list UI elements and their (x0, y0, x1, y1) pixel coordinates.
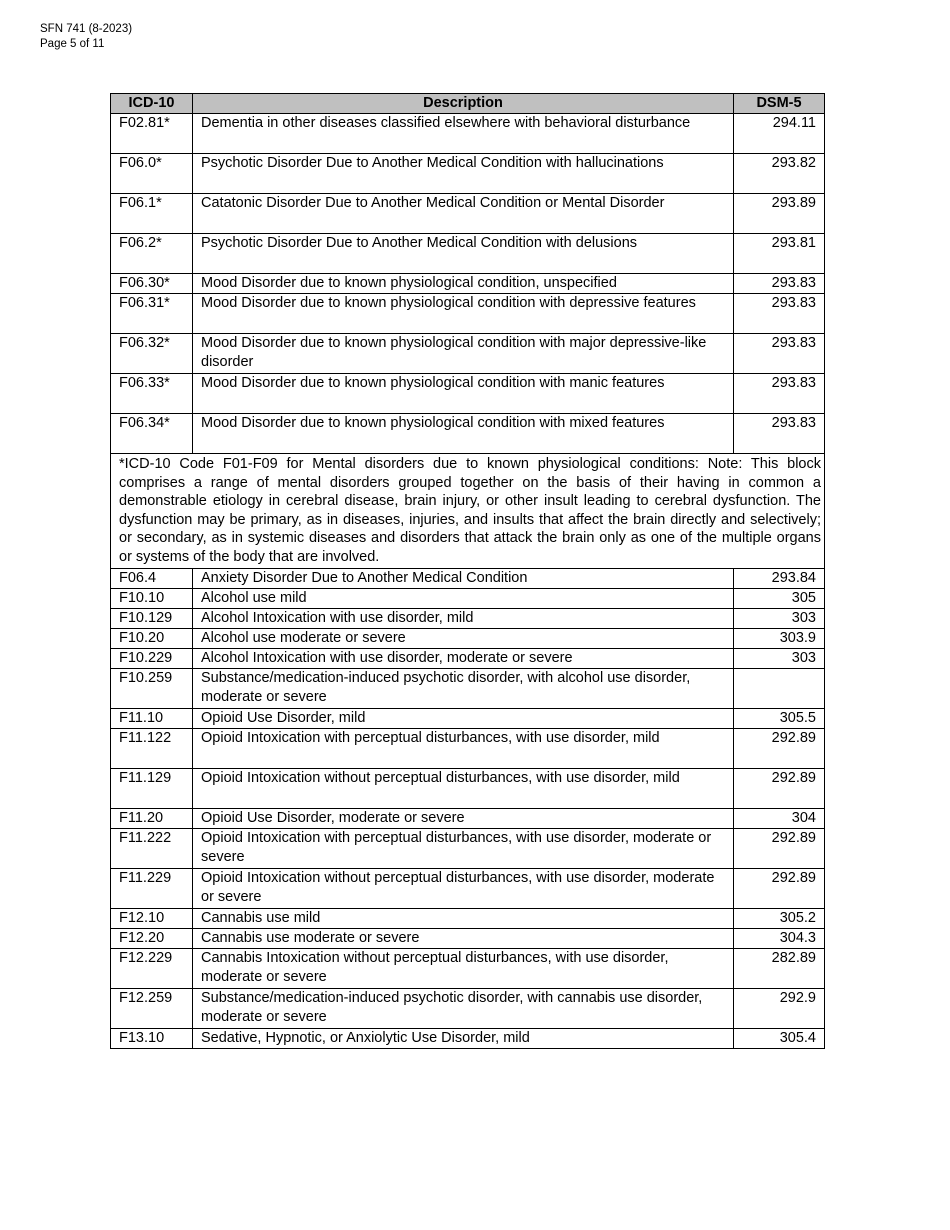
description: Substance/medication-induced psychotic disorder, with cannabis use disorder, moderate or severe (193, 989, 734, 1029)
table-row (111, 154, 825, 194)
table-row (111, 374, 825, 414)
icd-code: F12.259 (111, 989, 193, 1029)
table-row (111, 729, 825, 769)
dsm-code: 293.81 (734, 234, 825, 274)
icd-code: F12.229 (111, 949, 193, 989)
footnote-row (111, 454, 825, 569)
table-row (111, 294, 825, 334)
description: Psychotic Disorder Due to Another Medical Condition with delusions (193, 234, 734, 274)
table-row (111, 709, 825, 729)
table-row (111, 929, 825, 949)
dsm-column-header: DSM-5 (734, 94, 825, 114)
table-row (111, 569, 825, 589)
icd-code: F10.129 (111, 609, 193, 629)
description: Opioid Intoxication with perceptual disturbances, with use disorder, moderate or severe (193, 829, 734, 869)
description: Sedative, Hypnotic, or Anxiolytic Use Disorder, mild (193, 1029, 734, 1049)
page-number: Page 5 of 11 (40, 38, 105, 50)
table-row (111, 649, 825, 669)
icd-code: F06.2* (111, 234, 193, 274)
dsm-code: 305.5 (734, 709, 825, 729)
icd-code: F11.129 (111, 769, 193, 809)
icd-code: F10.20 (111, 629, 193, 649)
dsm-code: 293.83 (734, 274, 825, 294)
dsm-code: 293.83 (734, 374, 825, 414)
dsm-code: 305.2 (734, 909, 825, 929)
table-row (111, 989, 825, 1029)
dsm-code (734, 669, 825, 709)
form-header (40, 22, 132, 52)
icd-code: F11.229 (111, 869, 193, 909)
icd-code: F06.0* (111, 154, 193, 194)
table-row (111, 829, 825, 869)
description: Anxiety Disorder Due to Another Medical Condition (193, 569, 734, 589)
description: Cannabis use moderate or severe (193, 929, 734, 949)
description: Psychotic Disorder Due to Another Medical Condition with hallucinations (193, 154, 734, 194)
description: Dementia in other diseases classified elsewhere with behavioral disturbance (193, 114, 734, 154)
dsm-code: 294.11 (734, 114, 825, 154)
table-row (111, 769, 825, 809)
icd-code: F12.20 (111, 929, 193, 949)
icd-code: F13.10 (111, 1029, 193, 1049)
table-header-row (111, 94, 825, 114)
dsm-code: 303.9 (734, 629, 825, 649)
icd-code: F11.20 (111, 809, 193, 829)
dsm-code: 293.83 (734, 334, 825, 374)
dsm-code: 282.89 (734, 949, 825, 989)
icd-code: F11.222 (111, 829, 193, 869)
table-row (111, 949, 825, 989)
description: Alcohol Intoxication with use disorder, moderate or severe (193, 649, 734, 669)
description-column-header: Description (193, 94, 734, 114)
dsm-code: 304.3 (734, 929, 825, 949)
description: Mood Disorder due to known physiological condition with manic features (193, 374, 734, 414)
icd-code: F10.10 (111, 589, 193, 609)
icd-code: F11.10 (111, 709, 193, 729)
icd-code: F02.81* (111, 114, 193, 154)
form-id: SFN 741 (8-2023) (40, 23, 133, 35)
dsm-code: 293.83 (734, 294, 825, 334)
table-row (111, 809, 825, 829)
description: Opioid Use Disorder, moderate or severe (193, 809, 734, 829)
dsm-code: 292.9 (734, 989, 825, 1029)
diagnosis-code-table (110, 93, 825, 1049)
table-row (111, 589, 825, 609)
table-row (111, 609, 825, 629)
table-row (111, 1029, 825, 1049)
table-row (111, 629, 825, 649)
dsm-code: 292.89 (734, 869, 825, 909)
description: Mood Disorder due to known physiological condition with major depressive-like disorder (193, 334, 734, 374)
table-row (111, 909, 825, 929)
dsm-code: 292.89 (734, 829, 825, 869)
icd-code: F06.34* (111, 414, 193, 454)
description: Alcohol Intoxication with use disorder, mild (193, 609, 734, 629)
table-row (111, 414, 825, 454)
icd-code: F06.31* (111, 294, 193, 334)
description: Cannabis Intoxication without perceptual disturbances, with use disorder, moderate or severe (193, 949, 734, 989)
dsm-code: 305 (734, 589, 825, 609)
icd-code: F10.229 (111, 649, 193, 669)
dsm-code: 292.89 (734, 769, 825, 809)
description: Mood Disorder due to known physiological condition with depressive features (193, 294, 734, 334)
icd-code: F10.259 (111, 669, 193, 709)
table-row (111, 114, 825, 154)
icd-column-header: ICD-10 (111, 94, 193, 114)
footnote-text: *ICD-10 Code F01-F09 for Mental disorders due to known physiological conditions: Note: This block comprises a range of mental disorders grouped together on the basis of their having in common a demonstrable etiology in cerebral disease, brain injury, or other insult leading to cerebral dysfunction. The dysfunction may be primary, as in diseases, injuries, and insults that affect the brain directly and selectively; or secondary, as in systemic diseases and disorders that attack the brain only as one of the multiple organs or systems of the body that are involved. (111, 454, 825, 569)
icd-code: F06.4 (111, 569, 193, 589)
dsm-code: 293.83 (734, 414, 825, 454)
description: Alcohol use moderate or severe (193, 629, 734, 649)
description: Opioid Use Disorder, mild (193, 709, 734, 729)
dsm-code: 293.89 (734, 194, 825, 234)
description: Opioid Intoxication without perceptual disturbances, with use disorder, mild (193, 769, 734, 809)
description: Opioid Intoxication with perceptual disturbances, with use disorder, mild (193, 729, 734, 769)
icd-code: F11.122 (111, 729, 193, 769)
icd-code: F06.1* (111, 194, 193, 234)
table-row (111, 234, 825, 274)
description: Catatonic Disorder Due to Another Medical Condition or Mental Disorder (193, 194, 734, 234)
description: Cannabis use mild (193, 909, 734, 929)
icd-code: F06.32* (111, 334, 193, 374)
dsm-code: 303 (734, 609, 825, 629)
dsm-code: 303 (734, 649, 825, 669)
description: Mood Disorder due to known physiological condition with mixed features (193, 414, 734, 454)
table-row (111, 334, 825, 374)
table-row (111, 194, 825, 234)
table-row (111, 669, 825, 709)
description: Opioid Intoxication without perceptual disturbances, with use disorder, moderate or severe (193, 869, 734, 909)
dsm-code: 293.82 (734, 154, 825, 194)
table-row (111, 869, 825, 909)
description: Substance/medication-induced psychotic disorder, with alcohol use disorder, moderate or severe (193, 669, 734, 709)
icd-code: F06.30* (111, 274, 193, 294)
dsm-code: 305.4 (734, 1029, 825, 1049)
table-row (111, 274, 825, 294)
dsm-code: 292.89 (734, 729, 825, 769)
description: Alcohol use mild (193, 589, 734, 609)
dsm-code: 293.84 (734, 569, 825, 589)
icd-code: F06.33* (111, 374, 193, 414)
icd-code: F12.10 (111, 909, 193, 929)
description: Mood Disorder due to known physiological condition, unspecified (193, 274, 734, 294)
dsm-code: 304 (734, 809, 825, 829)
